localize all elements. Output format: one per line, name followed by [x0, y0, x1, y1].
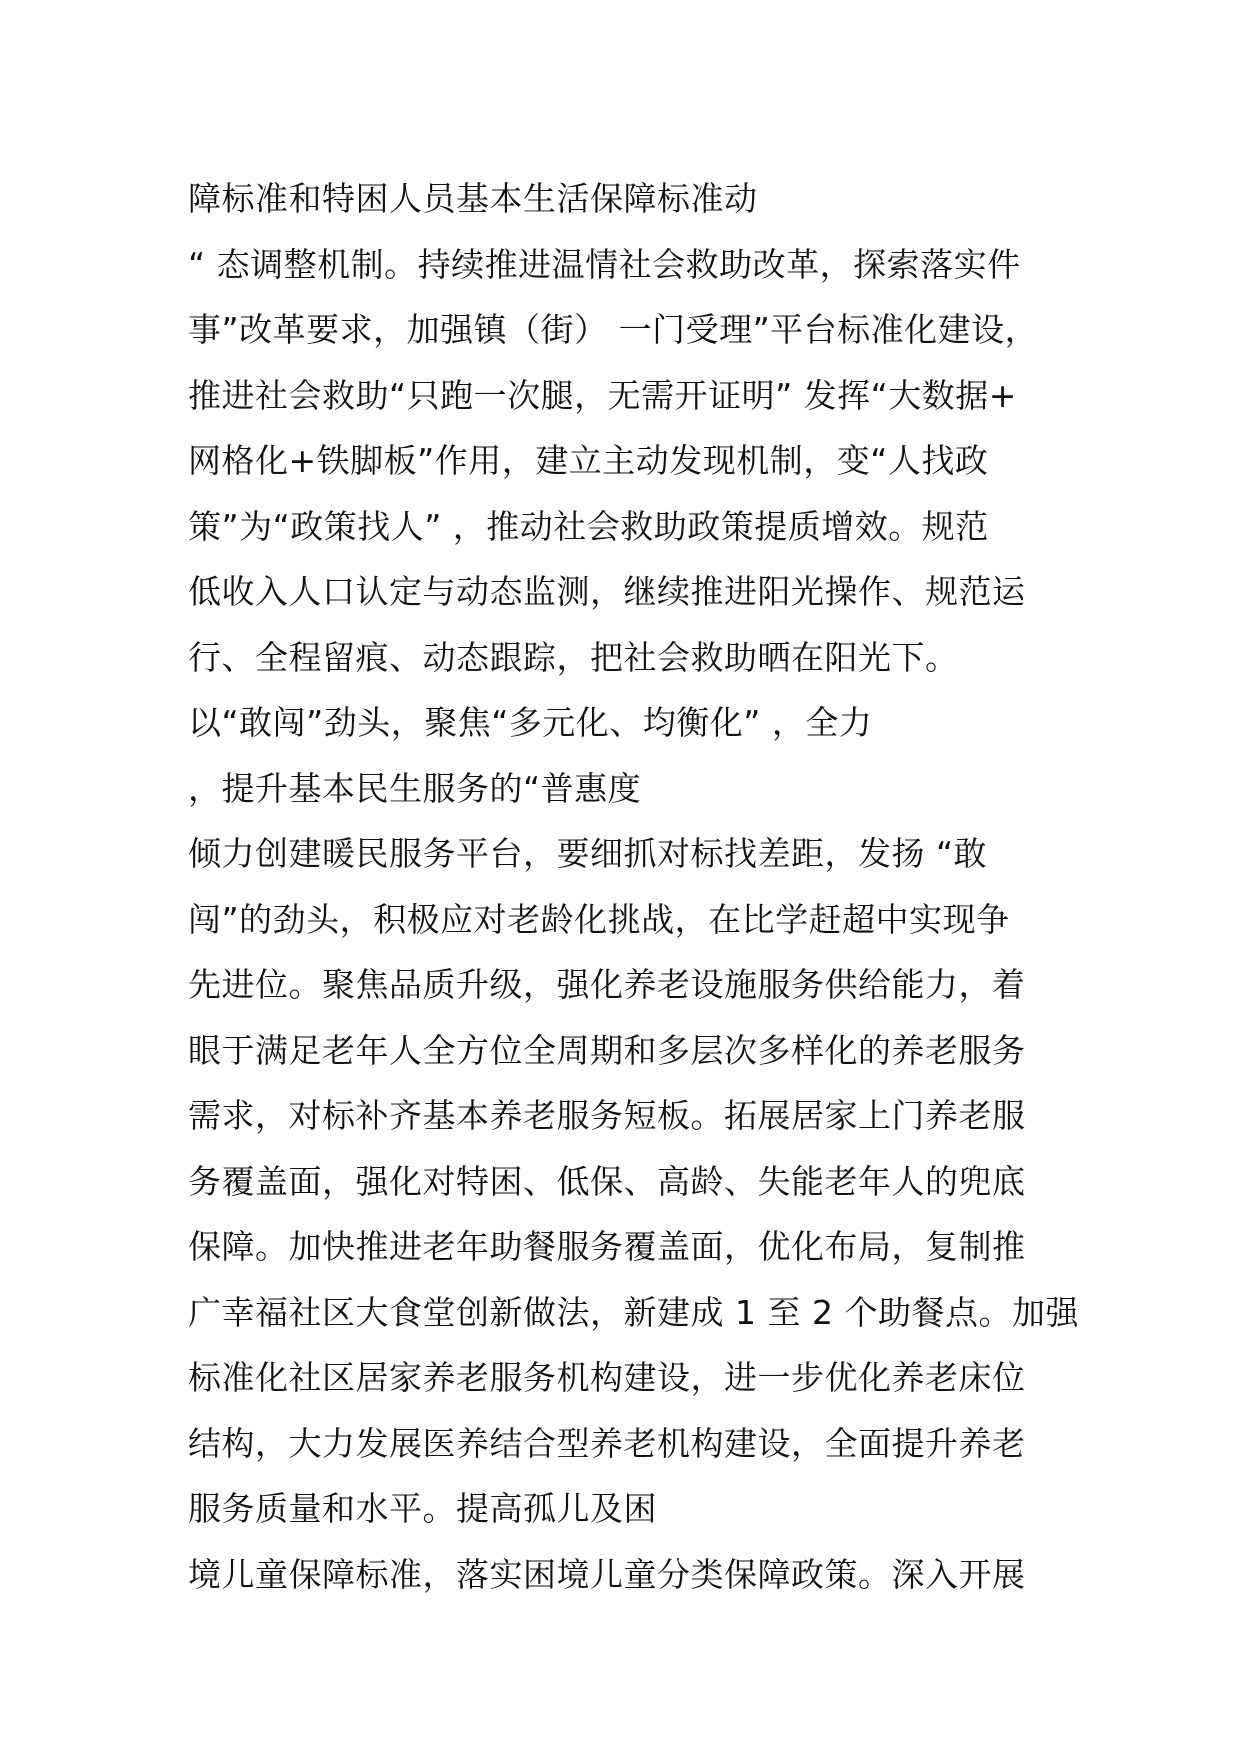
- text-line: 保障。加快推进老年助餐服务覆盖面，优化布局，复制推: [188, 1227, 1026, 1266]
- text-line: 倾力创建暖民服务平台，要细抓对标找差距，发扬 “敢: [188, 834, 988, 873]
- text-line: 境儿童保障标准，落实困境儿童分类保障政策。深入开展: [188, 1554, 1026, 1594]
- text-line: 务覆盖面，强化对特困、低保、高龄、失能老年人的兜底: [188, 1161, 1026, 1201]
- text-line: 广幸福社区大食堂创新做法，新建成 1 至 2 个助餐点。加强: [188, 1292, 1079, 1332]
- text-line: 推进社会救助“只跑一次腿，无需开证明” 发挥“大数据+: [188, 375, 1017, 415]
- text-line: 需求，对标补齐基本养老服务短板。拓展居家上门养老服: [188, 1096, 1026, 1135]
- text-line: 眼于满足老年人全方位全周期和多层次多样化的养老服务: [188, 1030, 1026, 1070]
- document-body: [188, 166, 1088, 1607]
- text-line: 障标准和特困人员基本生活保障标准动: [188, 179, 758, 218]
- text-line: 服务质量和水平。提高孤儿及困: [188, 1489, 657, 1528]
- text-line: 网格化+铁脚板”作用，建立主动发现机制，变“人找政: [188, 441, 989, 480]
- text-line: ，提升基本民生服务的“普惠度: [188, 768, 642, 808]
- text-line: 行、全程留痕、动态跟踪，把社会救助晒在阳光下。: [188, 637, 959, 677]
- text-line: 事”改革要求，加强镇（街） 一门受理”平台标准化建设，: [188, 310, 1039, 349]
- text-line: 策”为“政策找人” ，推动社会救助政策提质增效。规范: [188, 506, 989, 546]
- text-line: 低收入人口认定与动态监测，继续推进阳光操作、规范运: [188, 572, 1026, 611]
- text-line: 标准化社区居家养老服务机构建设，进一步优化养老床位: [188, 1358, 1026, 1397]
- text-line: 先进位。聚焦品质升级，强化养老设施服务供给能力，着: [188, 965, 1026, 1004]
- text-line: 结构，大力发展医养结合型养老机构建设，全面提升养老: [188, 1423, 1026, 1463]
- text-line: 以“敢闯”劲头，聚焦“多元化、均衡化” ，全力: [188, 703, 873, 742]
- text-line: 闯”的劲头，积极应对老龄化挑战，在比学赶超中实现争: [188, 899, 1010, 939]
- text-line: “ 态调整机制。持续推进温情社会救助改革，探索落实件: [188, 244, 1021, 284]
